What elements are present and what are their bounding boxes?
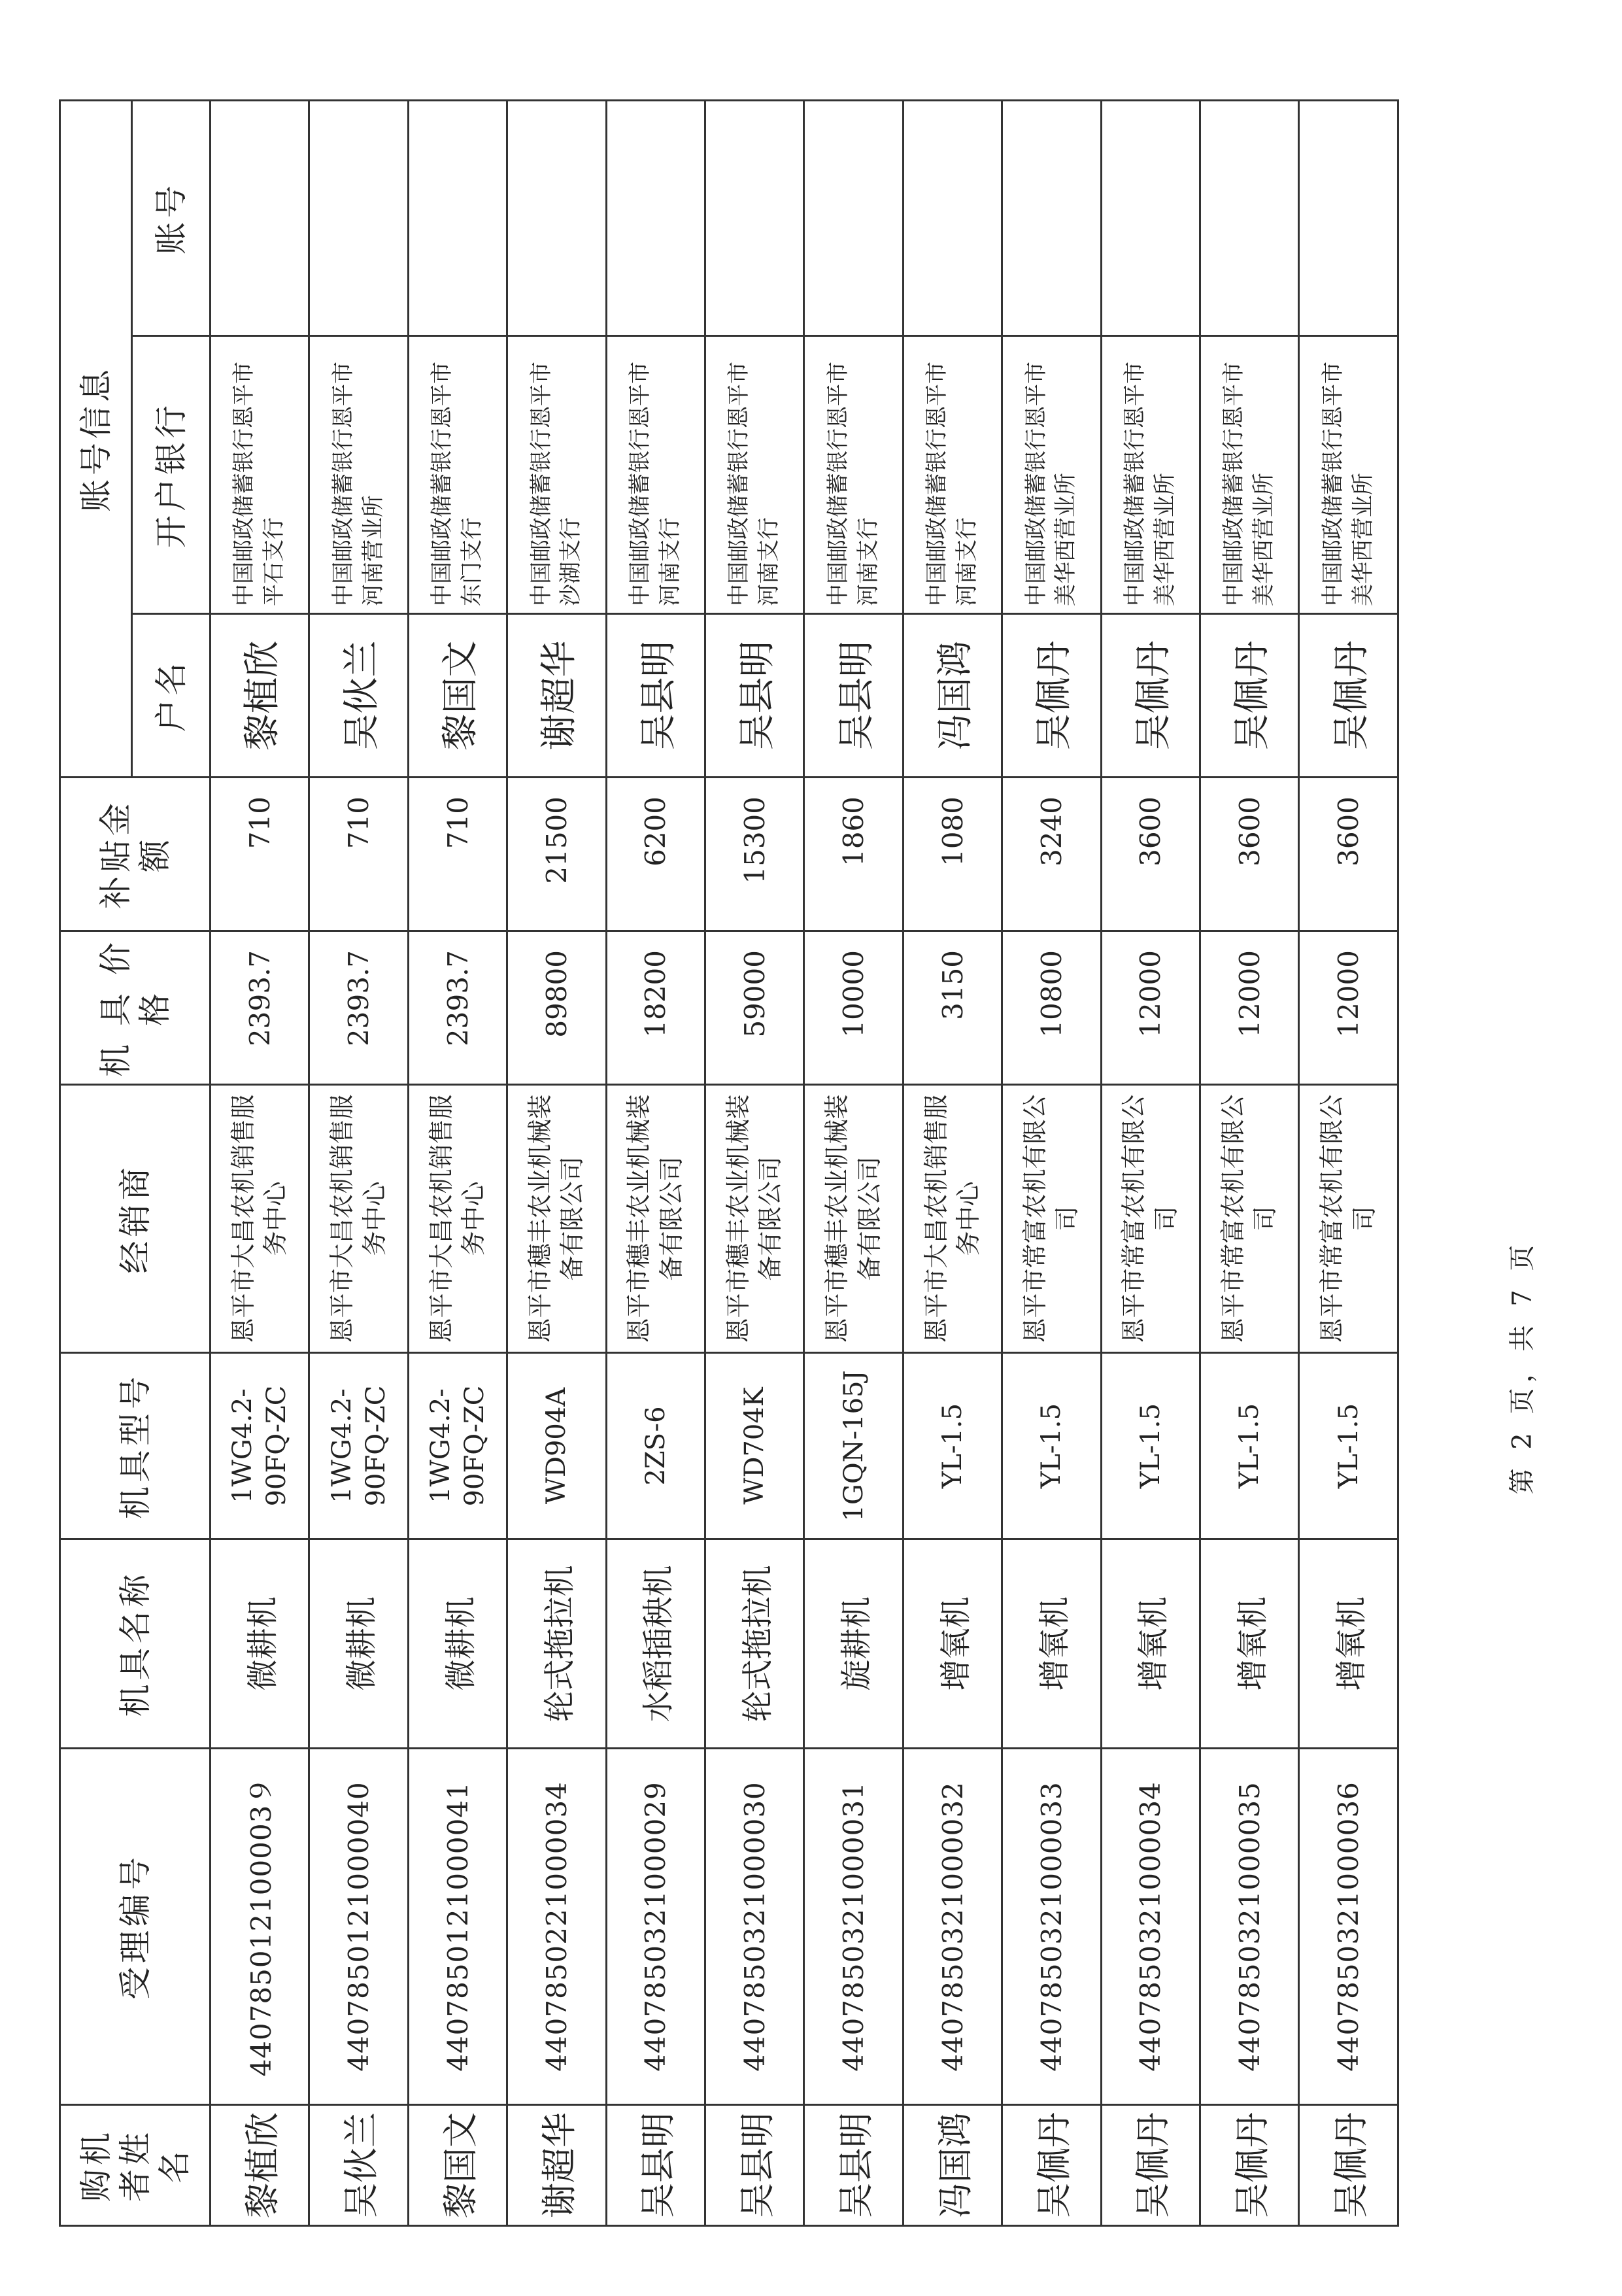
model-cell: YL-1.5: [903, 1353, 1002, 1539]
dealer-cell: 恩平市大昌农机销售服务中心: [903, 1085, 1002, 1353]
holder-cell: 谢超华: [507, 614, 606, 778]
model-cell: YL-1.5: [1200, 1353, 1299, 1539]
price-cell: 10000: [804, 931, 903, 1085]
price-cell: 2393.7: [309, 931, 408, 1085]
bank-cell: 中国邮政储蓄银行恩平市沙湖支行: [507, 336, 606, 614]
buyer-name-cell: 吴佩丹: [1299, 2105, 1398, 2226]
table-row: [1299, 100, 1398, 2225]
bank-cell: 中国邮政储蓄银行恩平市美华西营业所: [1299, 336, 1398, 614]
accept-no-cell: 4407850121000040: [309, 1749, 408, 2105]
subsidy-cell: 3600: [1101, 778, 1200, 931]
accept-no-cell: 4407850321000033: [1002, 1749, 1101, 2105]
table-row: [804, 100, 903, 2225]
header-accept-no: 受理编号: [60, 1749, 211, 2105]
account-no-cell: [1200, 100, 1299, 335]
machine-name-cell: 轮式拖拉机: [705, 1539, 804, 1749]
subsidy-cell: 1080: [903, 778, 1002, 931]
account-no-cell: [606, 100, 705, 335]
holder-cell: 吴佩丹: [1200, 614, 1299, 778]
subsidy-cell: 710: [211, 778, 309, 931]
dealer-cell: 恩平市大昌农机销售服务中心: [211, 1085, 309, 1353]
machine-name-cell: 增氧机: [1200, 1539, 1299, 1749]
table-row: [309, 100, 408, 2225]
accept-no-cell: 4407850321000032: [903, 1749, 1002, 2105]
buyer-name-cell: 黎植欣: [211, 2105, 309, 2226]
dealer-cell: 恩平市常富农机有限公司: [1002, 1085, 1101, 1353]
subsidy-cell: 21500: [507, 778, 606, 931]
machine-name-cell: 水稻插秧机: [606, 1539, 705, 1749]
table-row: [211, 100, 309, 2225]
account-no-cell: [903, 100, 1002, 335]
subsidy-cell: 3240: [1002, 778, 1101, 931]
header-model: 机具型号: [60, 1353, 211, 1539]
dealer-cell: 恩平市常富农机有限公司: [1299, 1085, 1398, 1353]
holder-cell: 吴县明: [804, 614, 903, 778]
buyer-name-cell: 吴佩丹: [1101, 2105, 1200, 2226]
accept-no-cell: 4407850321000031: [804, 1749, 903, 2105]
bank-cell: 中国邮政储蓄银行恩平市美华西营业所: [1002, 336, 1101, 614]
machine-name-cell: 微耕机: [408, 1539, 507, 1749]
price-cell: 12000: [1299, 931, 1398, 1085]
model-cell: 1GQN-165J: [804, 1353, 903, 1539]
table-row: [1002, 100, 1101, 2225]
table-row: [606, 100, 705, 2225]
subsidy-cell: 6200: [606, 778, 705, 931]
machine-name-cell: 旋耕机: [804, 1539, 903, 1749]
header-account-no: 账号: [132, 100, 211, 335]
price-cell: 89800: [507, 931, 606, 1085]
dealer-cell: 恩平市大昌农机销售服务中心: [408, 1085, 507, 1353]
header-dealer: 经销商: [60, 1085, 211, 1353]
page-number: 第 2 页，共 7 页: [1507, 1239, 1538, 1494]
model-cell: 1WG4.2-90FQ-ZC: [408, 1353, 507, 1539]
machine-name-cell: 微耕机: [211, 1539, 309, 1749]
buyer-name-cell: 吴佩丹: [1200, 2105, 1299, 2226]
model-cell: WD904A: [507, 1353, 606, 1539]
account-no-cell: [507, 100, 606, 335]
accept-no-cell: 4407850321000029: [606, 1749, 705, 2105]
accept-no-cell: 4407850221000034: [507, 1749, 606, 2105]
dealer-cell: 恩平市大昌农机销售服务中心: [309, 1085, 408, 1353]
bank-cell: 中国邮政储蓄银行恩平市河南支行: [804, 336, 903, 614]
table-row: [1200, 100, 1299, 2225]
header-subsidy: 补贴金额: [60, 778, 211, 931]
machine-name-cell: 微耕机: [309, 1539, 408, 1749]
holder-cell: 吴伙兰: [309, 614, 408, 778]
subsidy-cell: 710: [309, 778, 408, 931]
bank-cell: 中国邮政储蓄银行恩平市美华西营业所: [1101, 336, 1200, 614]
accept-no-cell: 4407850321000030: [705, 1749, 804, 2105]
table-body: [211, 100, 1398, 2225]
bank-cell: 中国邮政储蓄银行恩平市美华西营业所: [1200, 336, 1299, 614]
header-bank: 开户银行: [132, 336, 211, 614]
price-cell: 12000: [1200, 931, 1299, 1085]
account-no-cell: [705, 100, 804, 335]
table-row: [1101, 100, 1200, 2225]
buyer-name-cell: 谢超华: [507, 2105, 606, 2226]
holder-cell: 冯国鸿: [903, 614, 1002, 778]
machine-name-cell: 增氧机: [1002, 1539, 1101, 1749]
header-buyer-name: 购机者姓 名: [60, 2105, 211, 2226]
bank-cell: 中国邮政储蓄银行恩平市平石支行: [211, 336, 309, 614]
buyer-name-cell: 吴县明: [606, 2105, 705, 2226]
bank-cell: 中国邮政储蓄银行恩平市河南支行: [606, 336, 705, 614]
account-no-cell: [211, 100, 309, 335]
table-row: [507, 100, 606, 2225]
accept-no-cell: 4407850321000036: [1299, 1749, 1398, 2105]
price-cell: 3150: [903, 931, 1002, 1085]
holder-cell: 黎国文: [408, 614, 507, 778]
buyer-name-cell: 吴县明: [705, 2105, 804, 2226]
model-cell: YL-1.5: [1299, 1353, 1398, 1539]
bank-cell: 中国邮政储蓄银行恩平市河南支行: [705, 336, 804, 614]
subsidy-cell: 3600: [1200, 778, 1299, 931]
bank-cell: 中国邮政储蓄银行恩平市河南营业所: [309, 336, 408, 614]
model-cell: YL-1.5: [1101, 1353, 1200, 1539]
dealer-cell: 恩平市穗丰农业机械装备有限公司: [705, 1085, 804, 1353]
account-no-cell: [1002, 100, 1101, 335]
header-account-info: 账号信息: [60, 100, 132, 777]
buyer-name-cell: 吴县明: [804, 2105, 903, 2226]
account-no-cell: [1101, 100, 1200, 335]
dealer-cell: 恩平市穗丰农业机械装备有限公司: [507, 1085, 606, 1353]
price-cell: 18200: [606, 931, 705, 1085]
table-row: [408, 100, 507, 2225]
subsidy-cell: 1860: [804, 778, 903, 931]
header-price: 机 具 价 格: [60, 931, 211, 1085]
subsidy-cell: 710: [408, 778, 507, 931]
dealer-cell: 恩平市常富农机有限公司: [1101, 1085, 1200, 1353]
subsidy-cell: 3600: [1299, 778, 1398, 931]
model-cell: 1WG4.2-90FQ-ZC: [309, 1353, 408, 1539]
buyer-name-cell: 吴伙兰: [309, 2105, 408, 2226]
dealer-cell: 恩平市常富农机有限公司: [1200, 1085, 1299, 1353]
price-cell: 2393.7: [408, 931, 507, 1085]
table-row: [705, 100, 804, 2225]
account-no-cell: [408, 100, 507, 335]
price-cell: 2393.7: [211, 931, 309, 1085]
bank-cell: 中国邮政储蓄银行恩平市东门支行: [408, 336, 507, 614]
table-row: [903, 100, 1002, 2225]
subsidy-cell: 15300: [705, 778, 804, 931]
subsidy-table: [59, 99, 1399, 2227]
header-holder: 户名: [132, 614, 211, 778]
holder-cell: 吴佩丹: [1101, 614, 1200, 778]
rotated-table-sheet: [59, 101, 1399, 2227]
price-cell: 12000: [1101, 931, 1200, 1085]
machine-name-cell: 增氧机: [1299, 1539, 1398, 1749]
dealer-cell: 恩平市穗丰农业机械装备有限公司: [804, 1085, 903, 1353]
account-no-cell: [804, 100, 903, 335]
bank-cell: 中国邮政储蓄银行恩平市河南支行: [903, 336, 1002, 614]
holder-cell: 黎植欣: [211, 614, 309, 778]
buyer-name-cell: 吴佩丹: [1002, 2105, 1101, 2226]
price-cell: 59000: [705, 931, 804, 1085]
machine-name-cell: 增氧机: [1101, 1539, 1200, 1749]
buyer-name-cell: 冯国鸿: [903, 2105, 1002, 2226]
holder-cell: 吴县明: [705, 614, 804, 778]
dealer-cell: 恩平市穗丰农业机械装备有限公司: [606, 1085, 705, 1353]
holder-cell: 吴佩丹: [1299, 614, 1398, 778]
price-cell: 10800: [1002, 931, 1101, 1085]
accept-no-cell: 4407850121000041: [408, 1749, 507, 2105]
machine-name-cell: 轮式拖拉机: [507, 1539, 606, 1749]
accept-no-cell: 4407850321000034: [1101, 1749, 1200, 2105]
holder-cell: 吴佩丹: [1002, 614, 1101, 778]
page-number-footer: [1481, 1197, 1559, 1537]
account-no-cell: [309, 100, 408, 335]
accept-no-cell: 440785012100003９: [211, 1749, 309, 2105]
account-no-cell: [1299, 100, 1398, 335]
accept-no-cell: 4407850321000035: [1200, 1749, 1299, 2105]
model-cell: WD704K: [705, 1353, 804, 1539]
model-cell: 1WG4.2-90FQ-ZC: [211, 1353, 309, 1539]
machine-name-cell: 增氧机: [903, 1539, 1002, 1749]
model-cell: 2ZS-6: [606, 1353, 705, 1539]
holder-cell: 吴县明: [606, 614, 705, 778]
model-cell: YL-1.5: [1002, 1353, 1101, 1539]
header-machine-name: 机具名称: [60, 1539, 211, 1749]
buyer-name-cell: 黎国文: [408, 2105, 507, 2226]
